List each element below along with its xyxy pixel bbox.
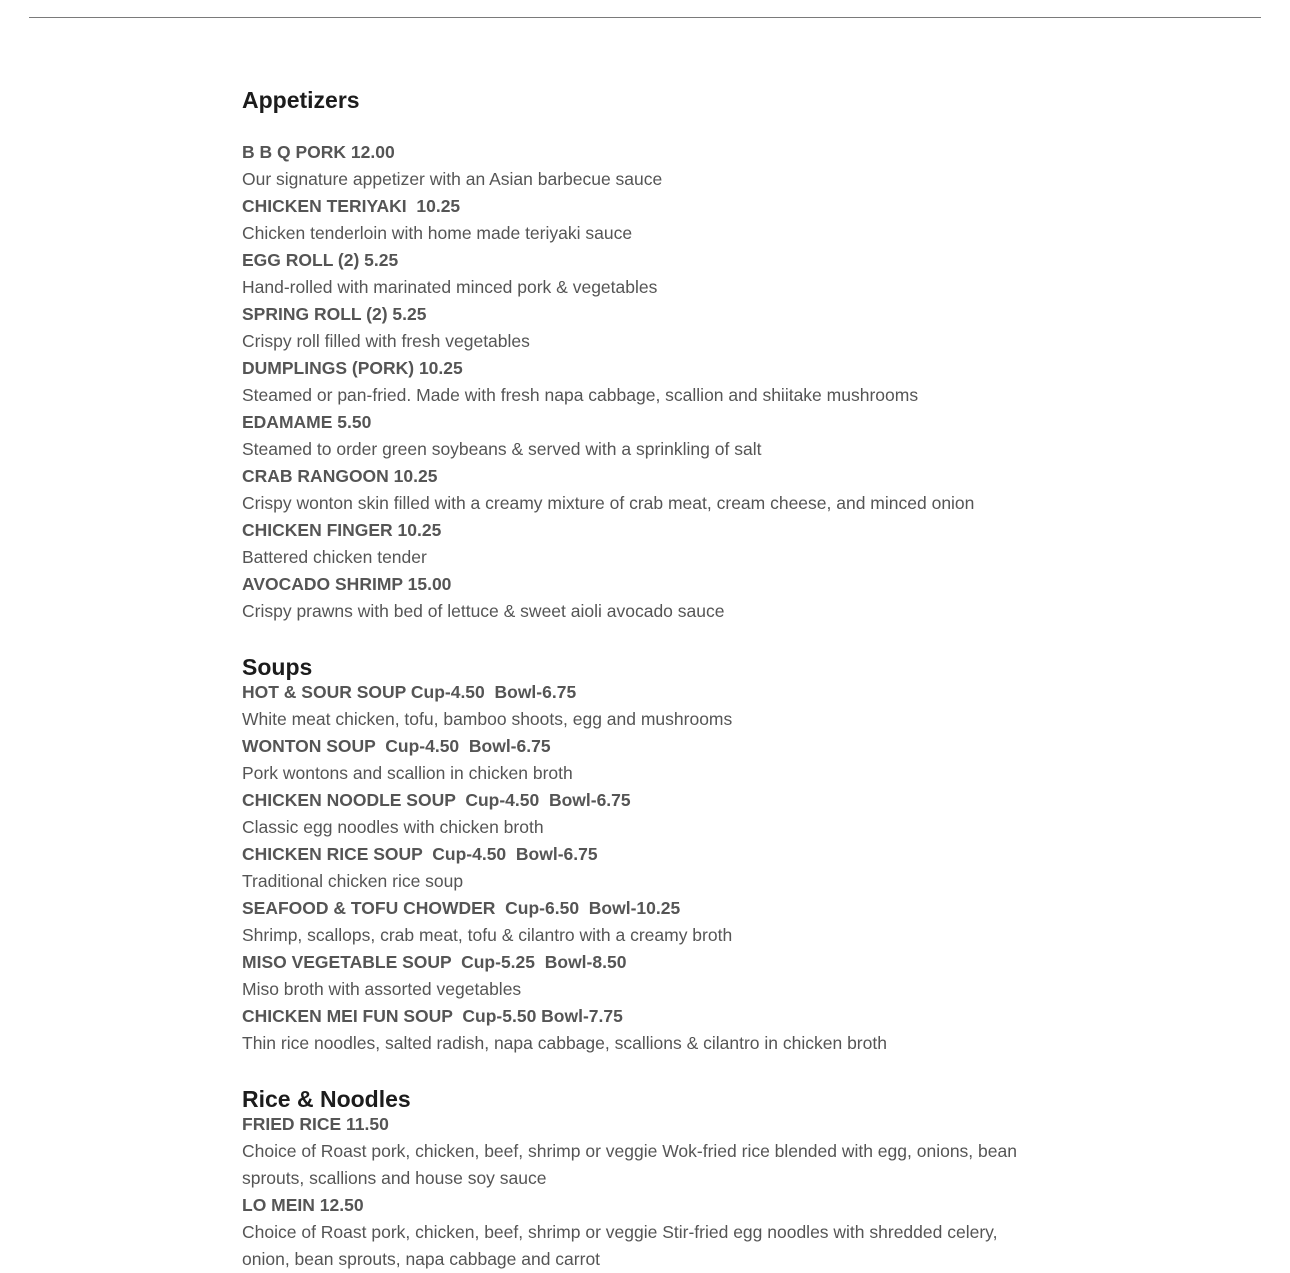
item-description: Traditional chicken rice soup: [242, 871, 464, 891]
item-name: CHICKEN NOODLE SOUP Cup-4.50 Bowl-6.75: [242, 790, 631, 810]
item-description: White meat chicken, tofu, bamboo shoots, egg and mushrooms: [242, 709, 733, 729]
item-description: Battered chicken tender: [242, 547, 427, 567]
section-heading-rice-noodles: Rice & Noodles: [242, 1086, 411, 1112]
item-name: SEAFOOD & TOFU CHOWDER Cup-6.50 Bowl-10.25: [242, 898, 681, 918]
menu-item: [242, 1192, 1032, 1273]
item-name: CHICKEN TERIYAKI 10.25: [242, 196, 461, 216]
item-name: CRAB RANGOON 10.25: [242, 466, 438, 486]
menu-item: [242, 841, 1032, 895]
item-name: CHICKEN MEI FUN SOUP Cup-5.50 Bowl-7.75: [242, 1006, 623, 1026]
appetizers-list: [242, 139, 1032, 625]
item-description: Pork wontons and scallion in chicken broth: [242, 763, 573, 783]
item-description: Choice of Roast pork, chicken, beef, shrimp or veggie Wok-fried rice blended with egg, onions, bean sprouts, scallions and house soy sauce: [242, 1141, 1017, 1188]
menu-item: [242, 517, 1032, 571]
item-description: Miso broth with assorted vegetables: [242, 979, 522, 999]
menu-item: [242, 679, 1032, 733]
item-name: B B Q PORK 12.00: [242, 142, 395, 162]
menu-item: [242, 247, 1032, 301]
item-name: AVOCADO SHRIMP 15.00: [242, 574, 452, 594]
item-name: DUMPLINGS (PORK) 10.25: [242, 358, 463, 378]
menu-item: [242, 787, 1032, 841]
item-name: CHICKEN FINGER 10.25: [242, 520, 442, 540]
item-description: Choice of Roast pork, chicken, beef, shrimp or veggie Stir-fried egg noodles with shredded celery, onion, bean sprouts, napa cabbage and carrot: [242, 1222, 998, 1269]
rice-noodles-list: [242, 1111, 1032, 1273]
menu-item: [242, 733, 1032, 787]
menu-item: [242, 571, 1032, 625]
menu-item: [242, 895, 1032, 949]
menu-item: [242, 409, 1032, 463]
item-description: Steamed to order green soybeans & served with a sprinkling of salt: [242, 439, 762, 459]
item-name: SPRING ROLL (2) 5.25: [242, 304, 427, 324]
item-name: WONTON SOUP Cup-4.50 Bowl-6.75: [242, 736, 551, 756]
item-name: HOT & SOUR SOUP Cup-4.50 Bowl-6.75: [242, 682, 577, 702]
menu-item: [242, 1003, 1032, 1057]
section-heading-soups: Soups: [242, 654, 313, 680]
item-description: Crispy roll filled with fresh vegetables: [242, 331, 530, 351]
item-description: Classic egg noodles with chicken broth: [242, 817, 544, 837]
menu-item: [242, 355, 1032, 409]
item-name: CHICKEN RICE SOUP Cup-4.50 Bowl-6.75: [242, 844, 598, 864]
item-name: EGG ROLL (2) 5.25: [242, 250, 399, 270]
item-description: Crispy wonton skin filled with a creamy mixture of crab meat, cream cheese, and minced onion: [242, 493, 975, 513]
top-divider: [29, 17, 1261, 18]
menu-item: [242, 463, 1032, 517]
item-description: Our signature appetizer with an Asian barbecue sauce: [242, 169, 663, 189]
menu-item: [242, 139, 1032, 193]
menu-item: [242, 1111, 1032, 1192]
item-name: MISO VEGETABLE SOUP Cup-5.25 Bowl-8.50: [242, 952, 627, 972]
item-description: Thin rice noodles, salted radish, napa cabbage, scallions & cilantro in chicken broth: [242, 1033, 887, 1053]
item-name: FRIED RICE 11.50: [242, 1114, 389, 1134]
item-description: Hand-rolled with marinated minced pork & vegetables: [242, 277, 658, 297]
menu-item: [242, 949, 1032, 1003]
item-description: Chicken tenderloin with home made teriyaki sauce: [242, 223, 633, 243]
item-description: Shrimp, scallops, crab meat, tofu & cilantro with a creamy broth: [242, 925, 733, 945]
menu-item: [242, 193, 1032, 247]
menu-item: [242, 301, 1032, 355]
item-description: Crispy prawns with bed of lettuce & sweet aioli avocado sauce: [242, 601, 725, 621]
item-name: LO MEIN 12.50: [242, 1195, 364, 1215]
item-name: EDAMAME 5.50: [242, 412, 372, 432]
section-heading-appetizers: Appetizers: [242, 87, 360, 113]
soups-list: [242, 679, 1032, 1057]
item-description: Steamed or pan-fried. Made with fresh napa cabbage, scallion and shiitake mushrooms: [242, 385, 919, 405]
